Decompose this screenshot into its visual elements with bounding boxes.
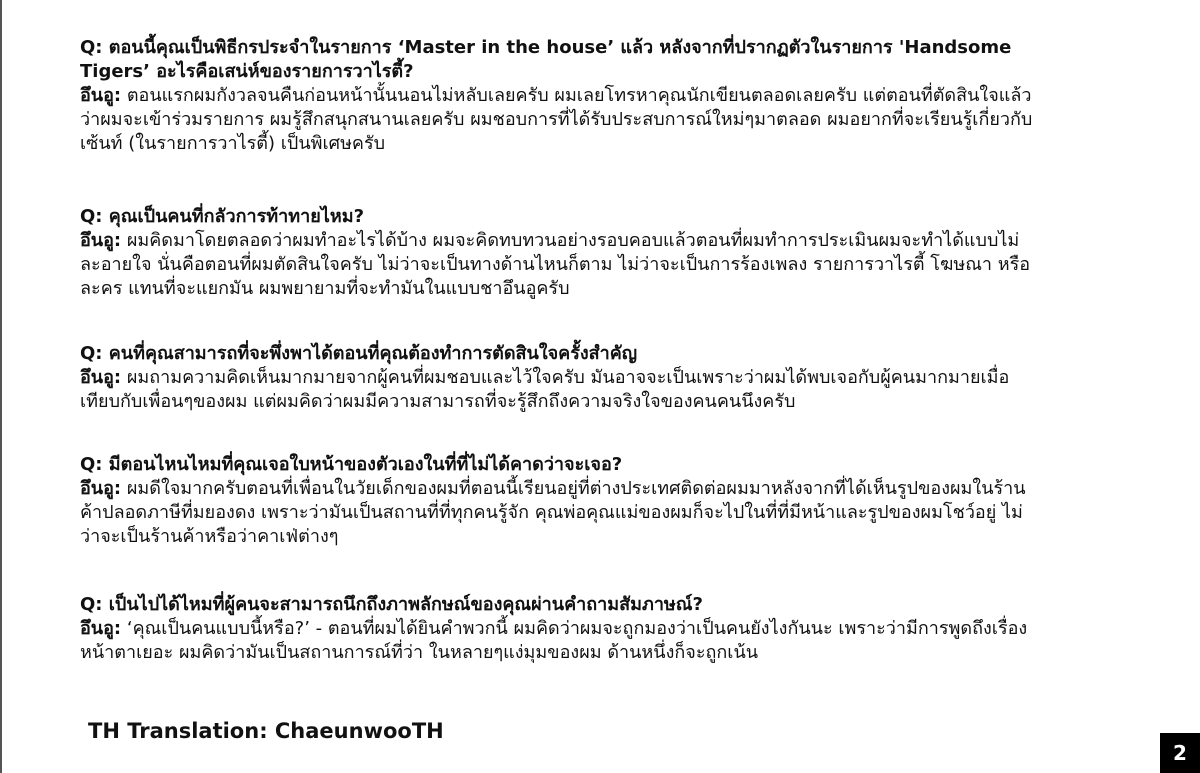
qa-block-5: [80, 593, 1180, 665]
answer-line: ค้าปลอดภาษีที่มยองดง เพราะว่ามันเป็นสถานที่ที่ทุกคนรู้จัก คุณพ่อคุณแม่ของผมก็จะไปในที่ที่มีหน้าและรูปของผมโชว์อยู่ ไม่: [80, 502, 1023, 523]
question-line: Tigers’ อะไรคือเสน่ห์ของรายการวาไรตี้?: [80, 61, 414, 82]
answer-text: ผมดีใจมากครับตอนที่เพื่อนในวัยเด็กของผมที่ตอนนี้เรียนอยู่ที่ต่างประเทศติดต่อผมมาหลังจากที่ได้เห็นรูปของผมในร้าน: [121, 478, 1026, 499]
answer-label: อึนอู:: [80, 478, 122, 499]
question-line: Q: คุณเป็นคนที่กลัวการท้าทายไหม?: [80, 206, 365, 227]
answer-text: ‘คุณเป็นคนแบบนี้หรือ?’ - ตอนที่ผมได้ยินคำพวกนี้ ผมคิดว่าผมจะถูกมองว่าเป็นคนยังไงกันนะ เพราะว่ามีการพูดถึงเรื่อง: [121, 618, 1028, 639]
answer-line: [80, 617, 1180, 641]
qa-block-1: [80, 36, 1180, 156]
answer-line: หน้าตาเยอะ ผมคิดว่ามันเป็นสถานการณ์ที่ว่า ในหลายๆแง่มุมของผม ด้านหนึ่งก็จะถูกเน้น: [80, 642, 759, 663]
translation-credit: TH Translation: ChaeunwooTH: [88, 719, 444, 743]
left-border-line: [0, 0, 2, 773]
answer-line: เทียบกับเพื่อนๆของผม แต่ผมคิดว่าผมมีความสามารถที่จะรู้สึกถึงความจริงใจของคนคนนึงครับ: [80, 391, 796, 412]
answer-line: [80, 229, 1180, 253]
answer-line: ละคร แทนที่จะแยกมัน ผมพยายามที่จะทำมันในแบบชาอึนอูครับ: [80, 278, 570, 299]
qa-block-3: [80, 342, 1180, 414]
question-line: Q: คนที่คุณสามารถที่จะพึ่งพาได้ตอนที่คุณต้องทำการตัดสินใจครั้งสำคัญ: [80, 343, 638, 364]
question-line: Q: ตอนนี้คุณเป็นพิธีกรประจำในรายการ ‘Master in the house’ แล้ว หลังจากที่ปรากฏตัวในรายการ 'Handsome: [80, 37, 1012, 58]
answer-text: ตอนแรกผมกังวลจนคืนก่อนหน้านั้นนอนไม่หลับเลยครับ ผมเลยโทรหาคุณนักเขียนตลอดเลยครับ แต่ตอนที่ตัดสินใจแล้ว: [121, 85, 1032, 106]
qa-block-4: [80, 453, 1180, 549]
answer-line: เซ้นท์ (ในรายการวาไรตี้) เป็นพิเศษครับ: [80, 133, 386, 154]
question-line: Q: มีตอนไหนไหมที่คุณเจอใบหน้าของตัวเองในที่ที่ไม่ได้คาดว่าจะเจอ?: [80, 454, 623, 475]
page-number-badge: 2: [1160, 733, 1200, 773]
answer-line: [80, 366, 1180, 390]
answer-text: ผมถามความคิดเห็นมากมายจากผู้คนที่ผมชอบและไว้ใจครับ มันอาจจะเป็นเพราะว่าผมได้พบเจอกับผู้คนมากมายเมื่อ: [121, 367, 1010, 388]
answer-text: ผมคิดมาโดยตลอดว่าผมทำอะไรได้บ้าง ผมจะคิดทบทวนอย่างรอบคอบแล้วตอนที่ผมทำการประเมินผมจะทำได้แบบไม่: [121, 230, 1020, 251]
answer-label: อึนอู:: [80, 618, 122, 639]
qa-block-2: [80, 205, 1180, 301]
answer-line: ว่าผมจะเข้าร่วมรายการ ผมรู้สึกสนุกสนานเลยครับ ผมชอบการที่ได้รับประสบการณ์ใหม่ๆมาตลอด ผมอยากที่จะเรียนรู้เกี่ยวกับ: [80, 109, 1033, 130]
answer-line: ละอายใจ นั่นคือตอนที่ผมตัดสินใจครับ ไม่ว่าจะเป็นทางด้านไหนก็ตาม ไม่ว่าจะเป็นการร้องเพลง รายการวาไรตี้ โฆษณา หรือ: [80, 254, 1031, 275]
answer-label: อึนอู:: [80, 367, 122, 388]
question-line: Q: เป็นไปได้ไหมที่ผู้คนจะสามารถนึกถึงภาพลักษณ์ของคุณผ่านคำถามสัมภาษณ์?: [80, 594, 703, 615]
answer-label: อึนอู:: [80, 230, 122, 251]
answer-line: [80, 477, 1180, 501]
answer-line: ว่าจะเป็นร้านค้าหรือว่าคาเฟ่ต่างๆ: [80, 526, 339, 547]
answer-label: อึนอู:: [80, 85, 122, 106]
answer-line: [80, 84, 1180, 108]
